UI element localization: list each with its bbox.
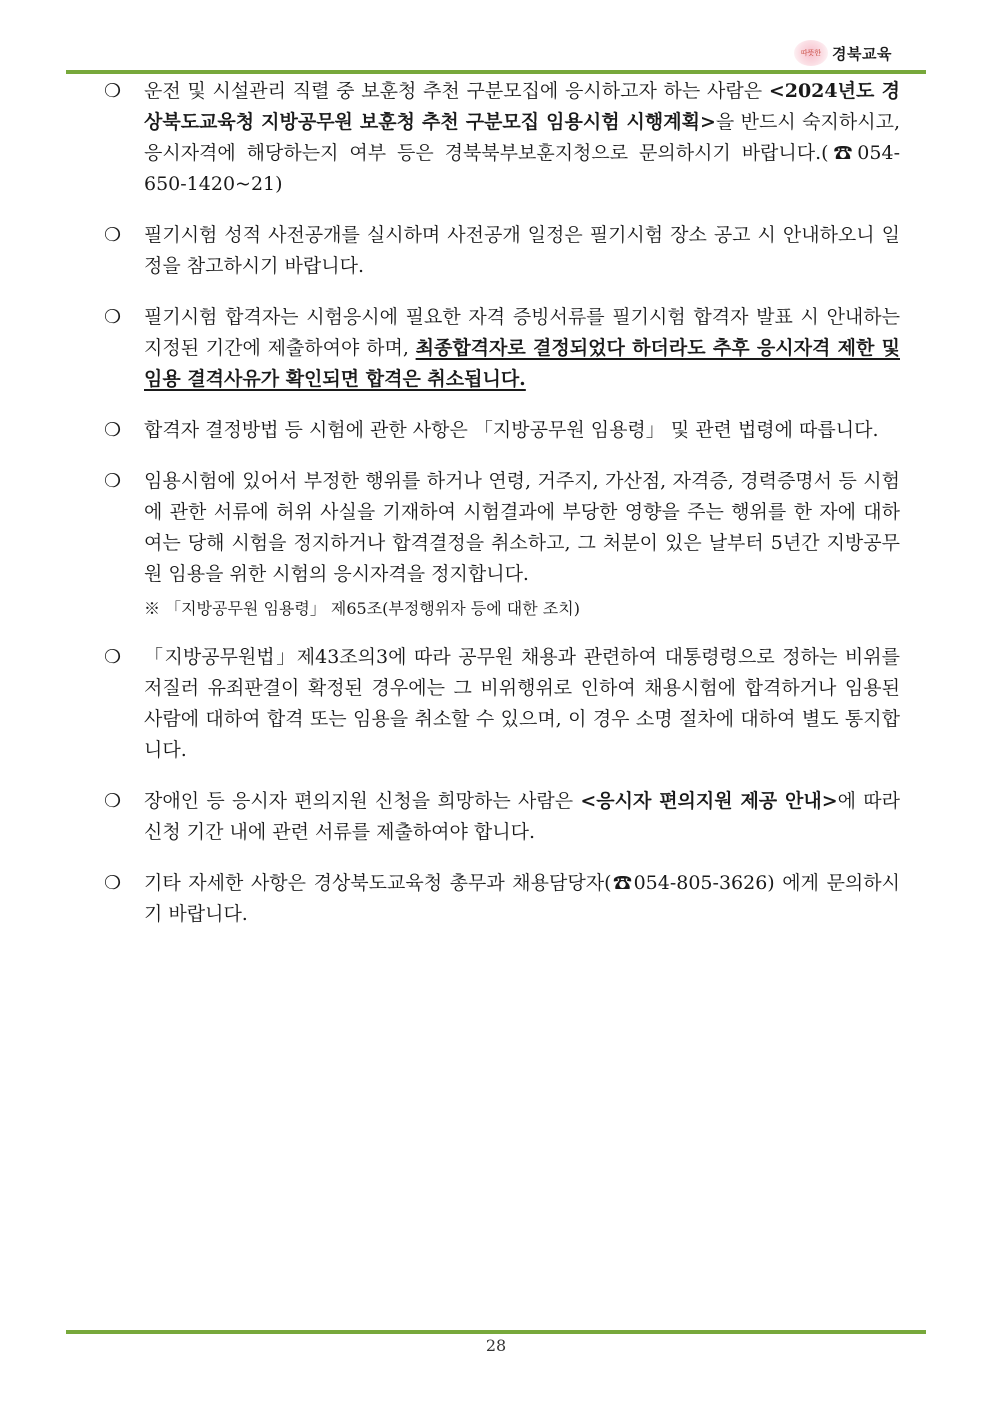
bullet-icon: ❍ <box>104 470 122 492</box>
list-item <box>104 220 900 282</box>
bottom-divider <box>66 1330 926 1334</box>
header-logo <box>794 40 892 66</box>
item-text: 필기시험 합격자는 시험응시에 필요한 자격 증빙서류를 필기시험 합격자 발표 시 안내하는 지정된 기간에 제출하여야 하며, <box>144 306 900 359</box>
reference-note: ※ 「지방공무원 임용령」 제65조(부정행위자 등에 대한 조치) <box>144 599 580 618</box>
logo-mark <box>794 40 828 66</box>
item-text: 기타 자세한 사항은 경상북도교육청 총무과 채용담당자(☎054-805-3626) 에게 문의하시기 바랍니다. <box>144 872 900 925</box>
bullet-icon: ❍ <box>104 419 122 441</box>
bullet-icon: ❍ <box>104 224 122 246</box>
item-text: 임용시험에 있어서 부정한 행위를 하거나 연령, 거주지, 가산점, 자격증, 경력증명서 등 시험에 관한 서류에 허위 사실을 기재하여 시험결과에 부당한 영향을 주는 행위를 한 자에 대하여는 당해 시험을 정지하거나 합격결정을 취소하고, 그 처분이 있은 날부터 5년간 지방공무원 임용을 위한 시험의 응시자격을 정지합니다. <box>144 470 900 585</box>
item-text: 「지방공무원법」제43조의3에 따라 공무원 채용과 관련하여 대통령령으로 정하는 비위를 저질러 유죄판결이 확정된 경우에는 그 비위행위로 인하여 채용시험에 합격하거나 임용된 사람에 대하여 합격 또는 임용을 취소할 수 있으며, 이 경우 소명 절차에 대하여 별도 통지합니다. <box>144 646 900 761</box>
item-text: 합격자 결정방법 등 시험에 관한 사항은 「지방공무원 임용령」 및 관련 법령에 따릅니다. <box>144 419 879 441</box>
bullet-icon: ❍ <box>104 872 122 894</box>
top-divider <box>66 70 926 74</box>
bullet-icon: ❍ <box>104 80 122 102</box>
bullet-icon: ❍ <box>104 646 122 668</box>
bullet-icon: ❍ <box>104 306 122 328</box>
logo-small-text: 따뜻한 <box>800 49 822 57</box>
page-number: 28 <box>485 1336 507 1355</box>
item-bold-text: <2024년도 경상북도교육청 지방공무원 보훈청 추천 구분모집 임용시험 시행계획> <box>144 80 900 133</box>
item-text: 을 반드시 숙지하시고, 응시자격에 해당하는지 여부 등은 경북북부보훈지청으로 문의하시기 바랍니다.(☎054-650-1420~21) <box>144 111 900 195</box>
logo-text: 경북교육 <box>832 44 892 63</box>
list-item <box>104 302 900 395</box>
item-text: 필기시험 성적 사전공개를 실시하며 사전공개 일정은 필기시험 장소 공고 시 안내하오니 일정을 참고하시기 바랍니다. <box>144 224 900 277</box>
item-text: 에 따라 신청 기간 내에 관련 서류를 제출하여야 합니다. <box>144 790 900 843</box>
list-item <box>104 786 900 848</box>
item-bold-underlined-text: 최종합격자로 결정되었다 하더라도 추후 응시자격 제한 및 임용 결격사유가 확인되면 합격은 취소됩니다. <box>144 337 900 390</box>
list-item <box>104 76 900 200</box>
bullet-icon: ❍ <box>104 790 122 812</box>
list-item <box>104 642 900 766</box>
list-item <box>104 415 900 446</box>
item-bold-text: <응시자 편의지원 제공 안내> <box>580 790 838 812</box>
item-text: 장애인 등 응시자 편의지원 신청을 희망하는 사람은 <box>144 790 581 812</box>
document-body <box>104 76 900 950</box>
list-item <box>104 868 900 930</box>
list-item <box>104 466 900 622</box>
item-text: 운전 및 시설관리 직렬 중 보훈청 추천 구분모집에 응시하고자 하는 사람은 <box>144 80 769 102</box>
